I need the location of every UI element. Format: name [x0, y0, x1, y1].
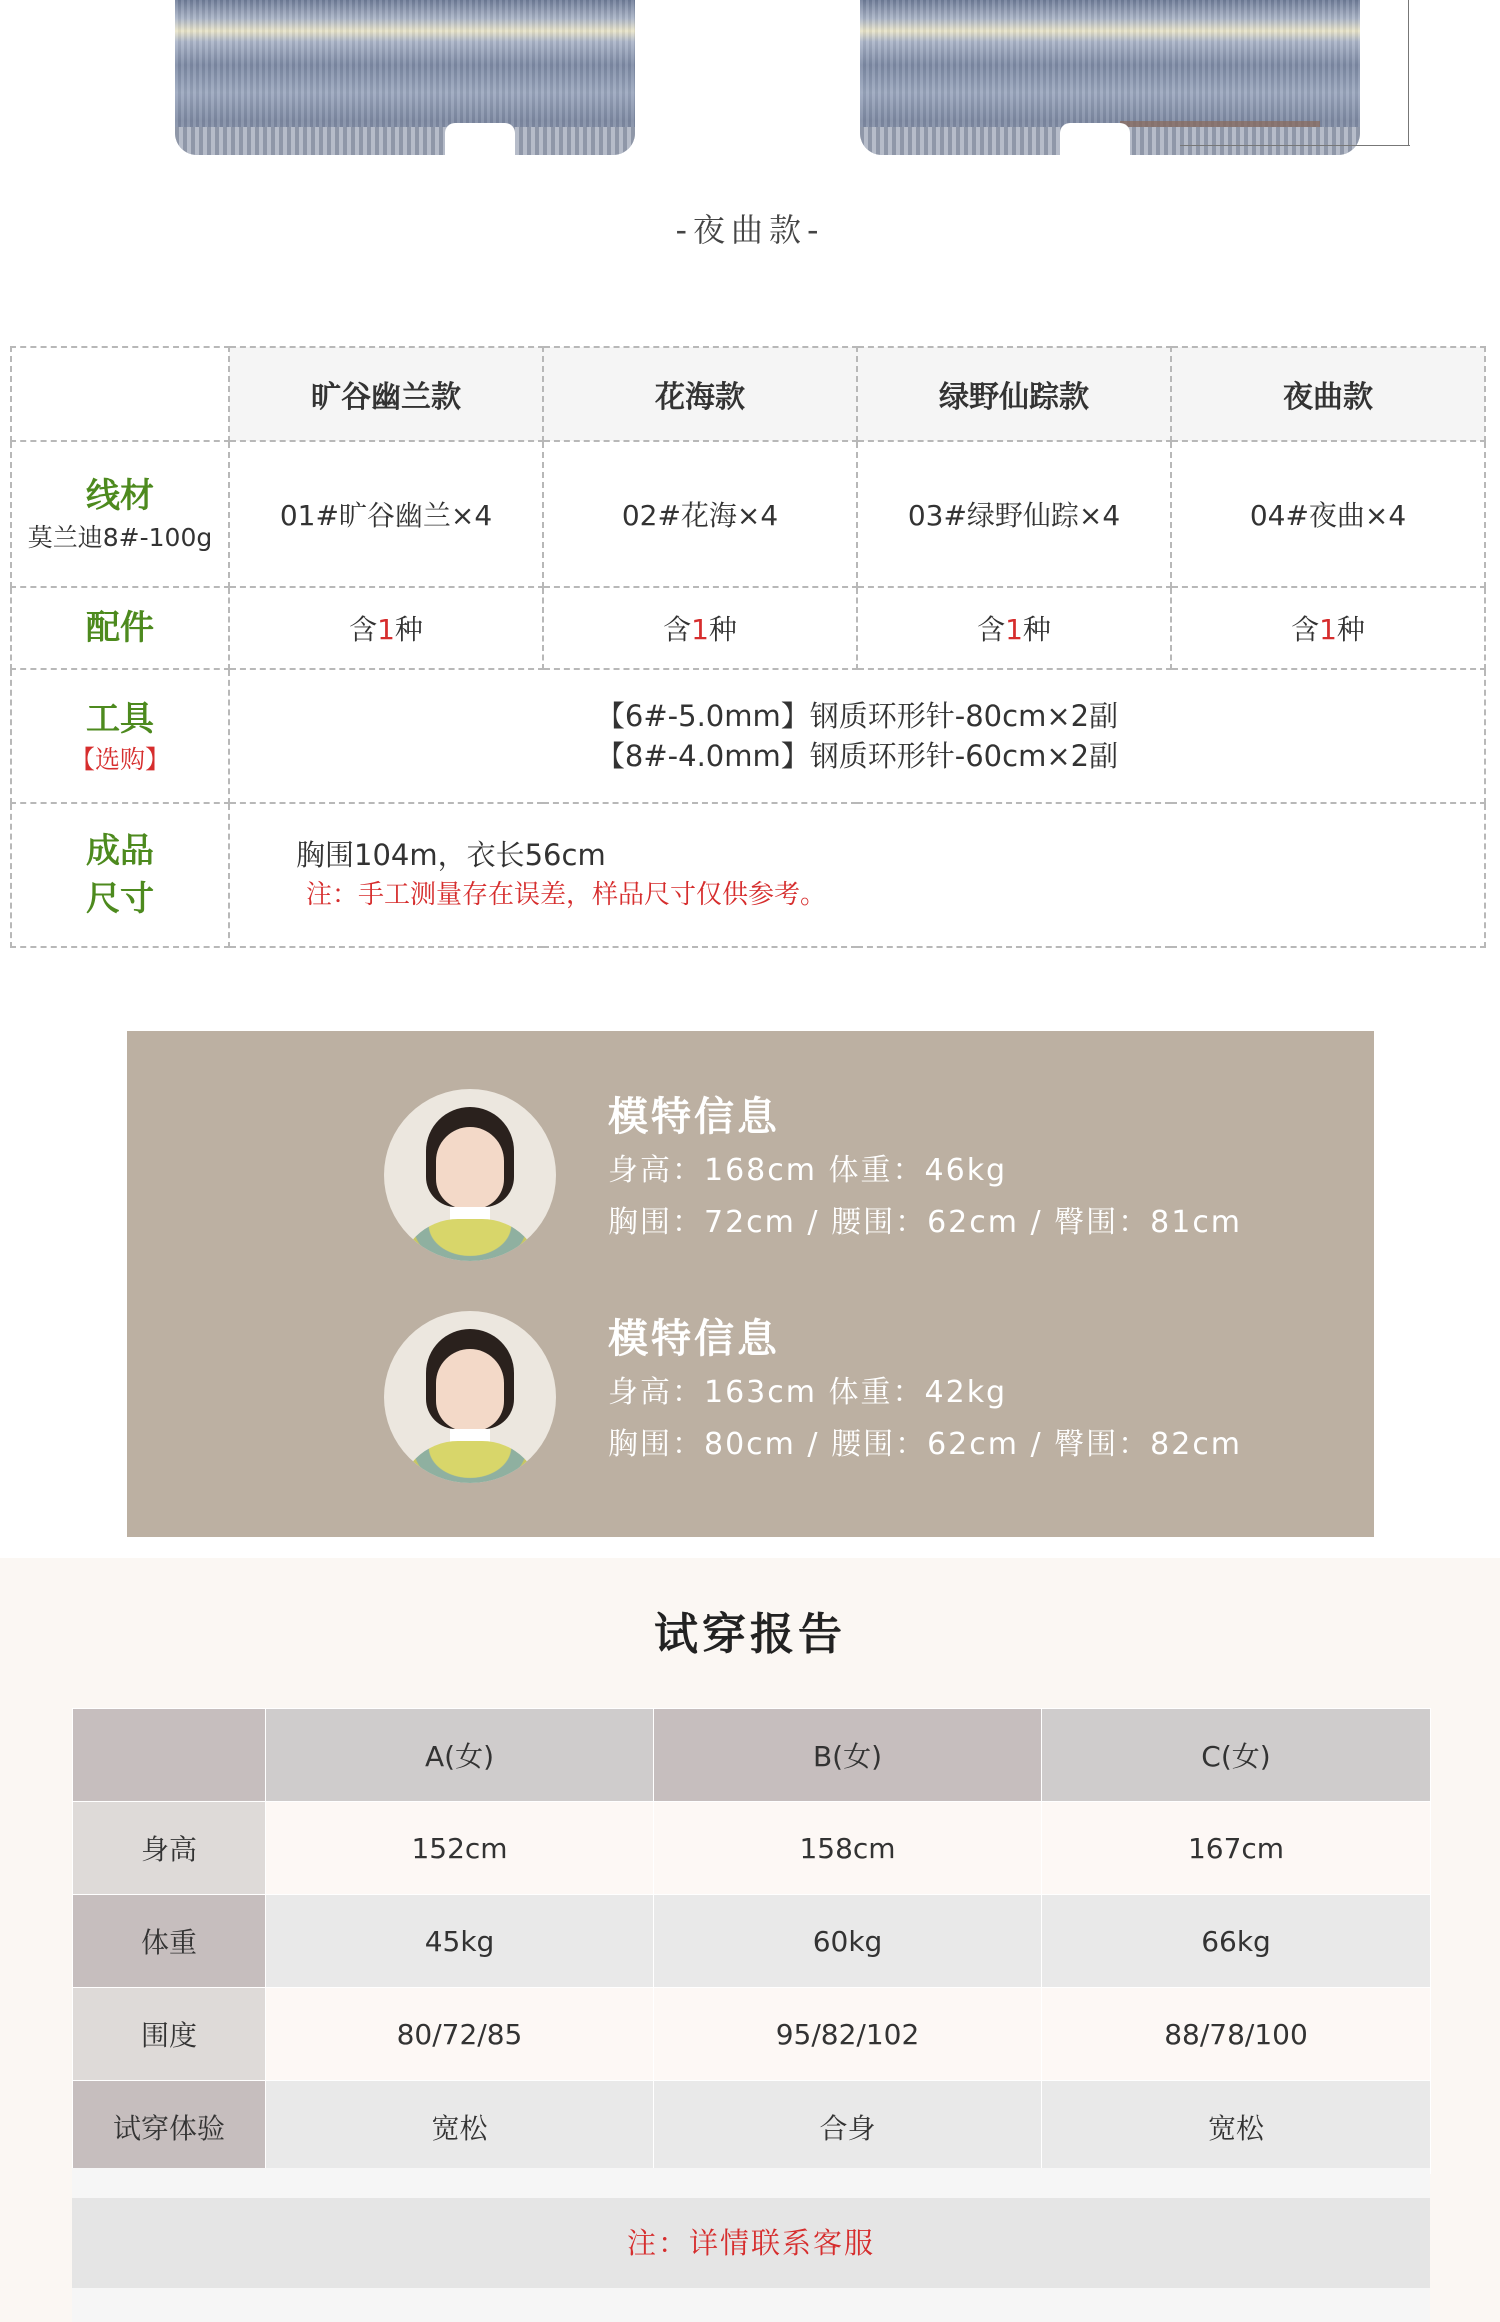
report-row-label: 试穿体验 [73, 2081, 266, 2174]
report-col-header: A(女) [266, 1709, 654, 1802]
tools-value [229, 669, 1485, 803]
accessories-label: 配件 [11, 587, 229, 669]
table-row [73, 1895, 1431, 1988]
spec-row-yarn-label [11, 441, 229, 587]
report-col-header: C(女) [1042, 1709, 1431, 1802]
contact-note: 注：详情联系客服 [72, 2198, 1430, 2288]
model-text [608, 1089, 1242, 1249]
report-cell: 66kg [1042, 1895, 1431, 1988]
measure-line [1180, 145, 1410, 146]
report-row-label: 身高 [73, 1802, 266, 1895]
model-measurements: 胸围：80cm / 腰围：62cm / 臀围：82cm [608, 1427, 1243, 1462]
report-cell: 合身 [654, 2081, 1042, 2174]
sweater-photo-right [860, 0, 1360, 155]
size-label: 成品 [86, 831, 154, 871]
sweater-photo-left [175, 0, 635, 155]
yarn-sublabel: 莫兰迪8#-100g [27, 523, 213, 552]
size-label: 尺寸 [86, 879, 154, 919]
report-cell: 宽松 [1042, 2081, 1431, 2174]
report-cell: 宽松 [266, 2081, 654, 2174]
model-height-weight: 身高：163cm 体重：42kg [608, 1375, 1008, 1410]
report-cell: 88/78/100 [1042, 1988, 1431, 2081]
tools-label: 工具 [86, 699, 154, 739]
size-measure: 胸围104m，衣长56cm [296, 838, 606, 872]
table-row [73, 1802, 1431, 1895]
yarn-value: 03#绿野仙踪×4 [857, 441, 1171, 587]
accessories-value: 含1种 [229, 587, 543, 669]
measure-line [1408, 0, 1409, 146]
report-col-header: B(女) [654, 1709, 1042, 1802]
tools-line: 【8#-4.0mm】钢质环形针-60cm×2副 [595, 739, 1119, 773]
yarn-value: 04#夜曲×4 [1171, 441, 1485, 587]
yarn-value: 02#花海×4 [543, 441, 857, 587]
size-value [229, 803, 1485, 947]
table-row [73, 2081, 1431, 2174]
contact-spacer [72, 2288, 1430, 2322]
tools-sublabel: 【选购】 [69, 745, 170, 774]
spec-row-size-label [11, 803, 229, 947]
model-avatar [384, 1089, 556, 1261]
accessories-value: 含1种 [857, 587, 1171, 669]
style-caption: -夜曲款- [675, 211, 825, 249]
report-row-label: 围度 [73, 1988, 266, 2081]
spec-col-header: 绿野仙踪款 [857, 347, 1171, 441]
report-cell: 158cm [654, 1802, 1042, 1895]
yarn-value: 01#旷谷幽兰×4 [229, 441, 543, 587]
spec-corner [11, 347, 229, 441]
fit-report-table [72, 1708, 1431, 2174]
model-info-row [127, 1089, 1374, 1269]
tools-line: 【6#-5.0mm】钢质环形针-80cm×2副 [595, 699, 1119, 733]
model-height-weight: 身高：168cm 体重：46kg [608, 1153, 1008, 1188]
report-cell: 152cm [266, 1802, 654, 1895]
model-title: 模特信息 [608, 1094, 780, 1140]
report-cell: 95/82/102 [654, 1988, 1042, 2081]
model-info-panel [127, 1031, 1374, 1537]
report-row-label: 体重 [73, 1895, 266, 1988]
spec-col-header: 旷谷幽兰款 [229, 347, 543, 441]
report-cell: 167cm [1042, 1802, 1431, 1895]
accessories-value: 含1种 [1171, 587, 1485, 669]
model-avatar [384, 1311, 556, 1483]
report-corner [73, 1709, 266, 1802]
size-note: 注：手工测量存在误差，样品尺寸仅供参考。 [306, 880, 827, 910]
model-text [608, 1311, 1242, 1471]
spec-row-tools-label [11, 669, 229, 803]
model-title: 模特信息 [608, 1316, 780, 1362]
spec-col-header: 花海款 [543, 347, 857, 441]
model-info-row [127, 1311, 1374, 1491]
report-cell: 45kg [266, 1895, 654, 1988]
spec-table [10, 346, 1486, 948]
contact-spacer [72, 2168, 1430, 2198]
report-cell: 80/72/85 [266, 1988, 654, 2081]
report-title: 试穿报告 [654, 1609, 846, 1660]
spec-col-header: 夜曲款 [1171, 347, 1485, 441]
model-measurements: 胸围：72cm / 腰围：62cm / 臀围：81cm [608, 1205, 1243, 1240]
report-cell: 60kg [654, 1895, 1042, 1988]
yarn-label: 线材 [86, 476, 154, 516]
table-row [73, 1988, 1431, 2081]
product-photo-strip [0, 0, 1500, 165]
accessories-value: 含1种 [543, 587, 857, 669]
